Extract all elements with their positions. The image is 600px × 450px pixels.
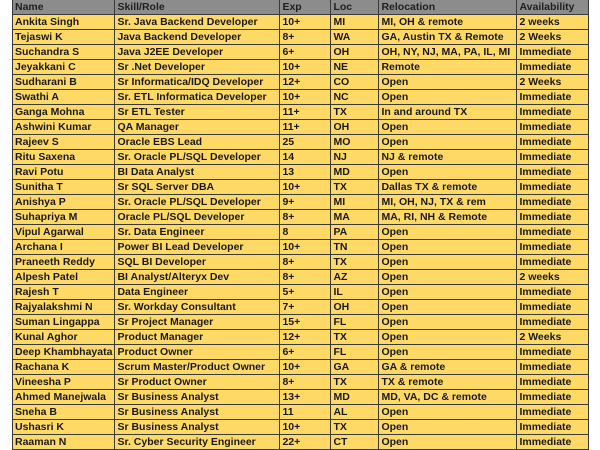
cell-availability: 2 Weeks <box>517 330 589 345</box>
cell-exp: 22+ <box>280 435 331 450</box>
cell-name: Ankita Singh <box>13 15 115 30</box>
cell-name: Rajesh T <box>13 285 115 300</box>
cell-name: Suman Lingappa <box>13 315 115 330</box>
cell-loc: NE <box>331 60 379 75</box>
cell-exp: 7+ <box>280 300 331 315</box>
cell-availability: Immediate <box>517 360 589 375</box>
cell-loc: GA <box>331 360 379 375</box>
cell-availability: Immediate <box>517 240 589 255</box>
cell-loc: MO <box>331 135 379 150</box>
cell-availability: Immediate <box>517 90 589 105</box>
cell-loc: NJ <box>331 150 379 165</box>
cell-availability: Immediate <box>517 300 589 315</box>
cell-relocation: Open <box>379 420 517 435</box>
cell-exp: 12+ <box>280 75 331 90</box>
table-row <box>13 420 589 435</box>
cell-loc: AZ <box>331 270 379 285</box>
cell-exp: 8+ <box>280 375 331 390</box>
cell-name: Vipul Agarwal <box>13 225 115 240</box>
cell-name: Ravi Potu <box>13 165 115 180</box>
cell-skill-role: BI Analyst/Alteryx Dev <box>115 270 280 285</box>
cell-relocation: NJ & remote <box>379 150 517 165</box>
cell-skill-role: Product Manager <box>115 330 280 345</box>
cell-relocation: Open <box>379 435 517 450</box>
cell-name: Swathi A <box>13 90 115 105</box>
cell-exp: 6+ <box>280 345 331 360</box>
cell-availability: Immediate <box>517 120 589 135</box>
candidate-table <box>12 0 589 450</box>
cell-name: Jeyakkani C <box>13 60 115 75</box>
table-row <box>13 390 589 405</box>
table-row <box>13 150 589 165</box>
table-row <box>13 45 589 60</box>
cell-skill-role: Oracle EBS Lead <box>115 135 280 150</box>
cell-skill-role: Sr Project Manager <box>115 315 280 330</box>
cell-exp: 8+ <box>280 255 331 270</box>
cell-relocation: Open <box>379 345 517 360</box>
cell-exp: 10+ <box>280 360 331 375</box>
cell-name: Kunal Aghor <box>13 330 115 345</box>
table-row <box>13 360 589 375</box>
cell-exp: 10+ <box>280 420 331 435</box>
cell-availability: Immediate <box>517 390 589 405</box>
cell-loc: CT <box>331 435 379 450</box>
cell-exp: 15+ <box>280 315 331 330</box>
cell-availability: 2 Weeks <box>517 30 589 45</box>
cell-skill-role: Java Backend Developer <box>115 30 280 45</box>
cell-exp: 10+ <box>280 240 331 255</box>
header-row <box>13 0 589 15</box>
table-row <box>13 225 589 240</box>
cell-skill-role: Java J2EE Developer <box>115 45 280 60</box>
cell-loc: MI <box>331 195 379 210</box>
header-relocation: Relocation <box>379 0 517 15</box>
table-row <box>13 255 589 270</box>
cell-exp: 25 <box>280 135 331 150</box>
cell-relocation: Open <box>379 165 517 180</box>
cell-exp: 6+ <box>280 45 331 60</box>
cell-loc: TX <box>331 105 379 120</box>
cell-exp: 12+ <box>280 330 331 345</box>
table-row <box>13 315 589 330</box>
cell-skill-role: Oracle PL/SQL Developer <box>115 210 280 225</box>
cell-name: Rajeev S <box>13 135 115 150</box>
cell-exp: 9+ <box>280 195 331 210</box>
cell-skill-role: SQL BI Developer <box>115 255 280 270</box>
cell-name: Sudharani B <box>13 75 115 90</box>
cell-name: Sunitha T <box>13 180 115 195</box>
cell-name: Ritu Saxena <box>13 150 115 165</box>
table-row <box>13 105 589 120</box>
cell-availability: Immediate <box>517 60 589 75</box>
cell-availability: Immediate <box>517 180 589 195</box>
table-row <box>13 210 589 225</box>
cell-exp: 13 <box>280 165 331 180</box>
cell-name: Ganga Mohna <box>13 105 115 120</box>
cell-name: Suchandra S <box>13 45 115 60</box>
cell-relocation: Open <box>379 225 517 240</box>
cell-loc: MD <box>331 390 379 405</box>
cell-loc: CO <box>331 75 379 90</box>
cell-availability: Immediate <box>517 285 589 300</box>
cell-availability: Immediate <box>517 150 589 165</box>
cell-skill-role: Scrum Master/Product Owner <box>115 360 280 375</box>
cell-name: Sneha B <box>13 405 115 420</box>
cell-name: Ashwini Kumar <box>13 120 115 135</box>
cell-relocation: Open <box>379 255 517 270</box>
cell-loc: WA <box>331 30 379 45</box>
table-row <box>13 240 589 255</box>
cell-relocation: Open <box>379 75 517 90</box>
cell-loc: TX <box>331 330 379 345</box>
cell-availability: Immediate <box>517 135 589 150</box>
cell-loc: OH <box>331 45 379 60</box>
cell-availability: Immediate <box>517 255 589 270</box>
cell-relocation: GA & remote <box>379 360 517 375</box>
cell-name: Rajyalakshmi N <box>13 300 115 315</box>
table-row <box>13 75 589 90</box>
cell-loc: NC <box>331 90 379 105</box>
table-row <box>13 180 589 195</box>
cell-relocation: In and around TX <box>379 105 517 120</box>
cell-skill-role: Sr. Workday Consultant <box>115 300 280 315</box>
table-row <box>13 270 589 285</box>
table-row <box>13 15 589 30</box>
cell-loc: AL <box>331 405 379 420</box>
cell-name: Raaman N <box>13 435 115 450</box>
table-row <box>13 435 589 450</box>
cell-skill-role: Sr. Oracle PL/SQL Developer <box>115 195 280 210</box>
cell-availability: Immediate <box>517 225 589 240</box>
cell-skill-role: BI Data Analyst <box>115 165 280 180</box>
cell-exp: 11 <box>280 405 331 420</box>
cell-exp: 10+ <box>280 180 331 195</box>
cell-loc: TX <box>331 420 379 435</box>
cell-relocation: Open <box>379 330 517 345</box>
cell-name: Suhapriya M <box>13 210 115 225</box>
cell-loc: OH <box>331 300 379 315</box>
cell-availability: 2 weeks <box>517 270 589 285</box>
cell-relocation: Open <box>379 270 517 285</box>
cell-relocation: Open <box>379 135 517 150</box>
cell-availability: Immediate <box>517 375 589 390</box>
table-row <box>13 90 589 105</box>
cell-loc: OH <box>331 120 379 135</box>
cell-relocation: Open <box>379 240 517 255</box>
cell-loc: MI <box>331 15 379 30</box>
table-row <box>13 60 589 75</box>
cell-relocation: MI, OH, NJ, TX & rem <box>379 195 517 210</box>
cell-relocation: Open <box>379 285 517 300</box>
cell-name: Ushasri K <box>13 420 115 435</box>
cell-availability: 2 Weeks <box>517 75 589 90</box>
cell-loc: FL <box>331 345 379 360</box>
cell-availability: Immediate <box>517 405 589 420</box>
cell-availability: Immediate <box>517 165 589 180</box>
cell-exp: 5+ <box>280 285 331 300</box>
table-row <box>13 300 589 315</box>
table-row <box>13 135 589 150</box>
candidate-sheet <box>12 0 589 450</box>
table-row <box>13 30 589 45</box>
cell-skill-role: Data Engineer <box>115 285 280 300</box>
cell-availability: Immediate <box>517 345 589 360</box>
cell-loc: FL <box>331 315 379 330</box>
cell-availability: Immediate <box>517 45 589 60</box>
cell-availability: Immediate <box>517 420 589 435</box>
cell-availability: Immediate <box>517 195 589 210</box>
cell-loc: TX <box>331 180 379 195</box>
cell-exp: 8+ <box>280 30 331 45</box>
table-row <box>13 195 589 210</box>
cell-relocation: Open <box>379 120 517 135</box>
header-loc: Loc <box>331 0 379 15</box>
cell-skill-role: Sr. Data Engineer <box>115 225 280 240</box>
cell-skill-role: Sr Product Owner <box>115 375 280 390</box>
cell-availability: Immediate <box>517 435 589 450</box>
table-row <box>13 405 589 420</box>
cell-skill-role: Sr ETL Tester <box>115 105 280 120</box>
cell-skill-role: Sr. Java Backend Developer <box>115 15 280 30</box>
header-skill-role: Skill/Role <box>115 0 280 15</box>
table-body <box>13 15 589 450</box>
cell-skill-role: Product Owner <box>115 345 280 360</box>
cell-relocation: Open <box>379 405 517 420</box>
cell-name: Ahmed Manejwala <box>13 390 115 405</box>
cell-relocation: MD, VA, DC & remote <box>379 390 517 405</box>
cell-name: Anishya P <box>13 195 115 210</box>
cell-skill-role: Sr SQL Server DBA <box>115 180 280 195</box>
cell-relocation: Open <box>379 315 517 330</box>
cell-exp: 14 <box>280 150 331 165</box>
cell-name: Tejaswi K <box>13 30 115 45</box>
cell-name: Vineesha P <box>13 375 115 390</box>
table-row <box>13 285 589 300</box>
cell-name: Archana I <box>13 240 115 255</box>
cell-skill-role: QA Manager <box>115 120 280 135</box>
cell-availability: 2 weeks <box>517 15 589 30</box>
cell-loc: TX <box>331 375 379 390</box>
table-row <box>13 165 589 180</box>
table-row <box>13 330 589 345</box>
table-row <box>13 345 589 360</box>
cell-loc: MD <box>331 165 379 180</box>
cell-availability: Immediate <box>517 315 589 330</box>
cell-skill-role: Sr .Net Developer <box>115 60 280 75</box>
cell-skill-role: Sr. Oracle PL/SQL Developer <box>115 150 280 165</box>
cell-skill-role: Sr Business Analyst <box>115 390 280 405</box>
cell-loc: PA <box>331 225 379 240</box>
cell-relocation: Open <box>379 90 517 105</box>
cell-relocation: MI, OH & remote <box>379 15 517 30</box>
cell-availability: Immediate <box>517 210 589 225</box>
table-row <box>13 120 589 135</box>
header-availability: Availability <box>517 0 589 15</box>
cell-loc: IL <box>331 285 379 300</box>
cell-exp: 13+ <box>280 390 331 405</box>
cell-skill-role: Sr Business Analyst <box>115 405 280 420</box>
cell-relocation: TX & remote <box>379 375 517 390</box>
cell-name: Praneeth Reddy <box>13 255 115 270</box>
cell-skill-role: Sr. ETL Informatica Developer <box>115 90 280 105</box>
cell-skill-role: Sr Business Analyst <box>115 420 280 435</box>
cell-loc: TN <box>331 240 379 255</box>
cell-exp: 8+ <box>280 270 331 285</box>
header-exp: Exp <box>280 0 331 15</box>
cell-exp: 8 <box>280 225 331 240</box>
cell-name: Alpesh Patel <box>13 270 115 285</box>
cell-availability: Immediate <box>517 105 589 120</box>
cell-exp: 11+ <box>280 120 331 135</box>
cell-relocation: Dallas TX & remote <box>379 180 517 195</box>
cell-loc: MA <box>331 210 379 225</box>
header-name: Name <box>13 0 115 15</box>
cell-skill-role: Power BI Lead Developer <box>115 240 280 255</box>
cell-name: Rachana K <box>13 360 115 375</box>
cell-relocation: Open <box>379 300 517 315</box>
cell-skill-role: Sr Informatica/IDQ Developer <box>115 75 280 90</box>
cell-exp: 10+ <box>280 90 331 105</box>
cell-name: Deep Khambhayata <box>13 345 115 360</box>
cell-relocation: OH, NY, NJ, MA, PA, IL, MI <box>379 45 517 60</box>
cell-relocation: GA, Austin TX & Remote <box>379 30 517 45</box>
table-row <box>13 375 589 390</box>
cell-loc: TX <box>331 255 379 270</box>
cell-exp: 11+ <box>280 105 331 120</box>
cell-relocation: MA, RI, NH & Remote <box>379 210 517 225</box>
cell-relocation: Remote <box>379 60 517 75</box>
cell-exp: 10+ <box>280 60 331 75</box>
cell-exp: 10+ <box>280 15 331 30</box>
cell-skill-role: Sr. Cyber Security Engineer <box>115 435 280 450</box>
cell-exp: 8+ <box>280 210 331 225</box>
